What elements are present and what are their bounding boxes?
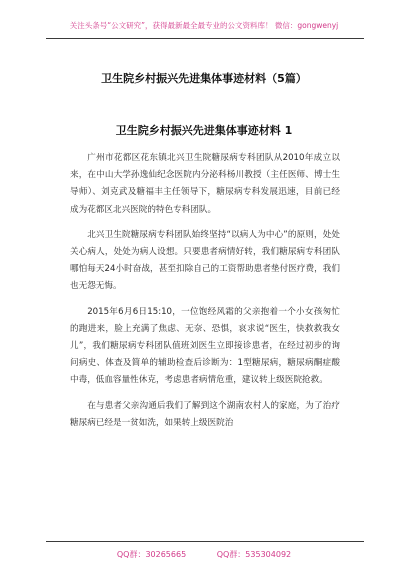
footer-qq-group-1: QQ群：30265665	[116, 550, 187, 559]
footer-qq-group-2: QQ群：535304092	[216, 550, 292, 559]
section-title: 卫生院乡村振兴先进集体事迹材料 1	[115, 124, 293, 137]
header-divider	[46, 38, 364, 39]
footer-contacts	[0, 549, 408, 560]
body-paragraph: 广州市花都区花东镇北兴卫生院糖尿病专科团队从2010年成立以来，在中山大学孙逸仙纪念医院内分泌科杨川教授（主任医师、博士生导师）、刘克武及糖福丰主任领导下，糖尿病专科发展迅速，目前已经成为花都区北兴医院的特色专科团队。	[70, 153, 340, 215]
body-paragraph: 在与患者父亲沟通后我们了解到这个湖南农村人的家庭，为了治疗糖尿病已经是一贫如洗，如果转上级医院治	[70, 400, 340, 428]
header-note: 关注头条号“公文研究”，获得最新最全最专业的公文资料库！ 微信：gongwenyj	[69, 21, 339, 30]
document-title: 卫生院乡村振兴先进集体事迹材料（5篇）	[101, 72, 307, 85]
document-body	[70, 150, 340, 440]
body-paragraph: 2015年6月6日15:10，一位饱经风霜的父亲抱着一个小女孩匆忙的跑进来，脸上充满了焦虑、无奈、恐惧，哀求说“医生，快救救我女儿”，我们糖尿病专科团队值班刘医生立即接诊患者，在经过初步的询问病史、体查及简单的辅助检查后诊断为：1型糖尿病，糖尿病酮症酸中毒，低血容量性休克，考虑患者病情危重，建议转上级医院抢救。	[70, 306, 340, 386]
body-paragraph: 北兴卫生院糖尿病专科团队始终坚持“以病人为中心”的原则，处处关心病人，处处为病人设想。只要患者病情好转，我们糖尿病专科团队哪怕每天24小时奋战，甚至扣除自己的工资帮助患者垫付医疗费，我们也无怨无悔。	[70, 229, 340, 292]
footer-divider	[46, 541, 364, 542]
